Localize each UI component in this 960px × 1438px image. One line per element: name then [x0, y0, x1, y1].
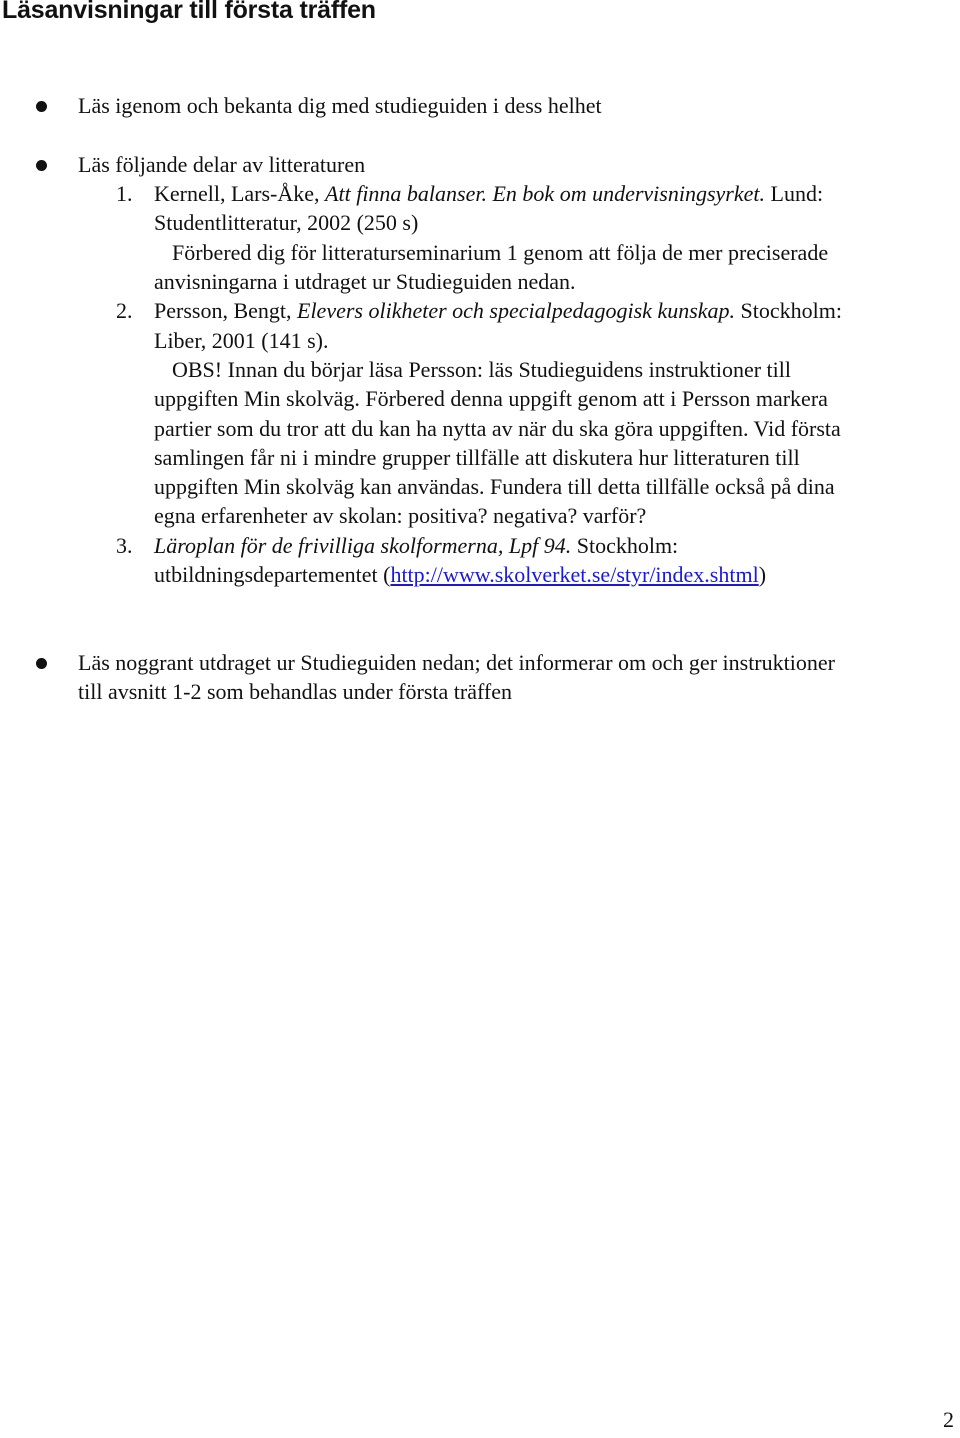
bullet-text-3-line-1: Läs noggrant utdraget ur Studieguiden nedan; det informerar om och ger instruktioner	[78, 650, 835, 675]
reference-3-closing: )	[758, 562, 767, 587]
list-number-2: 2.	[116, 298, 133, 323]
bullet-text-3-line-2: till avsnitt 1-2 som behandlas under första träffen	[78, 679, 512, 704]
reference-2-note-4: samlingen får ni i mindre grupper tillfälle att diskutera hur litteraturen till	[154, 445, 800, 470]
reference-3-line-2	[154, 560, 766, 589]
bullet-text-1: Läs igenom och bekanta dig med studieguiden i dess helhet	[78, 93, 602, 118]
reference-3-publisher-name: utbildningsdepartementet (	[154, 562, 391, 587]
reference-3-line-1	[154, 531, 678, 560]
reference-2-note-1: OBS! Innan du börjar läsa Persson: läs Studieguidens instruktioner till	[172, 357, 791, 382]
bullet-icon	[36, 101, 47, 112]
reference-2-note-2: uppgiften Min skolväg. Förbered denna uppgift genom att i Persson markera	[154, 386, 828, 411]
reference-2-line-1	[154, 296, 842, 325]
reference-1-author: Kernell, Lars-Åke,	[154, 181, 326, 206]
reference-2-author: Persson, Bengt,	[154, 298, 297, 323]
bullet-icon	[36, 160, 47, 171]
page-number: 2	[943, 1407, 954, 1432]
reference-1-line-2: Studentlitteratur, 2002 (250 s)	[154, 210, 419, 235]
reference-2-publisher: Stockholm:	[735, 298, 842, 323]
reference-3-publisher: Stockholm:	[571, 533, 679, 558]
reference-1-title: Att finna balanser. En bok om undervisningsyrket.	[325, 181, 765, 206]
reference-2-line-2: Liber, 2001 (141 s).	[154, 328, 329, 353]
list-number-1: 1.	[116, 181, 133, 206]
skolverket-link[interactable]: http://www.skolverket.se/styr/index.shtml	[390, 562, 759, 587]
reference-1-note-1: Förbered dig för litteraturseminarium 1 genom att följa de mer preciserade	[172, 240, 829, 265]
reference-1-note-2: anvisningarna i utdraget ur Studieguiden nedan.	[154, 269, 576, 294]
reference-2-note-6: egna erfarenheter av skolan: positiva? negativa? varför?	[154, 503, 647, 528]
reference-1-line-1	[154, 179, 823, 208]
reference-2-note-5: uppgiften Min skolväg kan användas. Fundera till detta tillfälle också på dina	[154, 474, 835, 499]
bullet-icon	[36, 658, 47, 669]
bullet-text-2: Läs följande delar av litteraturen	[78, 152, 366, 177]
list-number-3: 3.	[116, 533, 133, 558]
page-title: Läsanvisningar till första träffen	[2, 0, 376, 24]
reference-3-title: Läroplan för de frivilliga skolformerna, Lpf 94.	[154, 533, 572, 558]
reference-1-publisher: Lund:	[765, 181, 824, 206]
reference-2-title: Elevers olikheter och specialpedagogisk kunskap.	[297, 298, 736, 323]
reference-2-note-3: partier som du tror att du kan ha nytta av när du ska göra uppgiften. Vid första	[154, 416, 841, 441]
